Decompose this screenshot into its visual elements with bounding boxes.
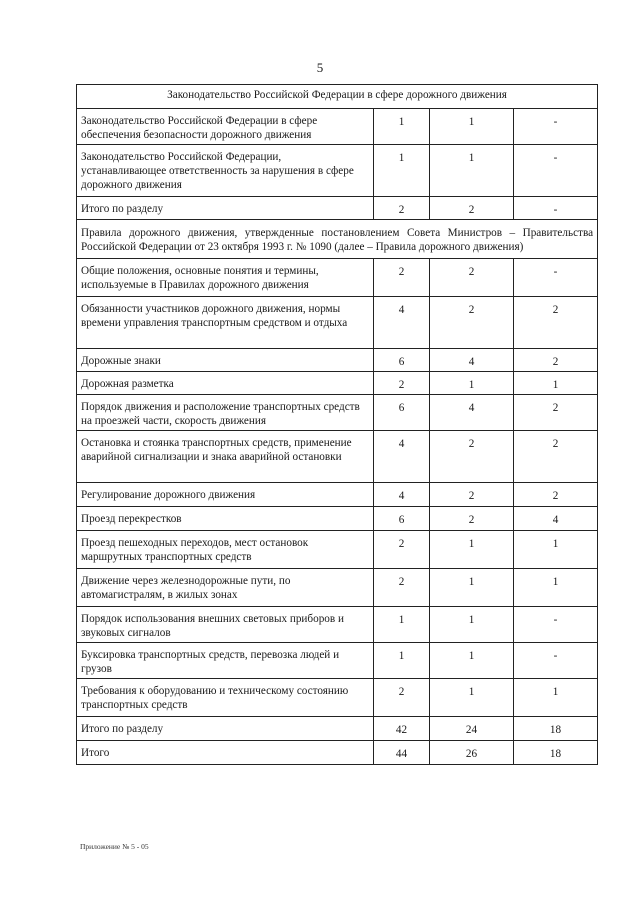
practice-hours-cell: -: [514, 197, 598, 220]
topic-name-cell: Движение через железнодорожные пути, по автомагистралям, в жилых зонах: [77, 569, 374, 607]
section-title: Законодательство Российской Федерации в сфере дорожного движения: [77, 85, 598, 109]
page-number: 5: [316, 60, 324, 75]
practice-hours-cell: 1: [514, 372, 598, 395]
total-hours-cell: 4: [374, 297, 430, 349]
total-hours-cell: 6: [374, 507, 430, 531]
table-row: [77, 569, 598, 607]
topic-name-cell: Итого: [77, 741, 374, 765]
table-row: [77, 372, 598, 395]
total-hours-cell: 2: [374, 531, 430, 569]
practice-hours-cell: -: [514, 607, 598, 643]
topic-name-cell: Общие положения, основные понятия и термины, используемые в Правилах дорожного движения: [77, 259, 374, 297]
topic-name-cell: Проезд перекрестков: [77, 507, 374, 531]
table-row: [77, 483, 598, 507]
topic-name-cell: Итого по разделу: [77, 717, 374, 741]
section-header-row: [77, 85, 598, 109]
topic-name-cell: Обязанности участников дорожного движения, нормы времени управления транспортным средством и отдыха: [77, 297, 374, 349]
theory-hours-cell: 1: [430, 569, 514, 607]
footer-note: Приложение № 5 - 05: [80, 842, 149, 851]
theory-hours-cell: 1: [430, 643, 514, 679]
table-row: [77, 145, 598, 197]
table-row: [77, 259, 598, 297]
theory-hours-cell: 1: [430, 679, 514, 717]
table-row: [77, 531, 598, 569]
total-hours-cell: 2: [374, 197, 430, 220]
total-hours-cell: 1: [374, 607, 430, 643]
theory-hours-cell: 2: [430, 259, 514, 297]
topic-name-cell: Законодательство Российской Федерации, устанавливающее ответственность за нарушения в сфере дорожного движения: [77, 145, 374, 197]
practice-hours-cell: -: [514, 259, 598, 297]
topic-name-cell: Остановка и стоянка транспортных средств, применение аварийной сигнализации и знака аварийной остановки: [77, 431, 374, 483]
theory-hours-cell: 2: [430, 297, 514, 349]
practice-hours-cell: 1: [514, 679, 598, 717]
practice-hours-cell: 2: [514, 297, 598, 349]
topic-name-cell: Проезд пешеходных переходов, мест остановок маршрутных транспортных средств: [77, 531, 374, 569]
table-row: [77, 297, 598, 349]
table-row: [77, 431, 598, 483]
total-hours-cell: 2: [374, 679, 430, 717]
total-hours-cell: 2: [374, 372, 430, 395]
topic-name-cell: Дорожная разметка: [77, 372, 374, 395]
topic-name-cell: Дорожные знаки: [77, 349, 374, 372]
theory-hours-cell: 1: [430, 372, 514, 395]
practice-hours-cell: 4: [514, 507, 598, 531]
table-row: [77, 607, 598, 643]
total-hours-cell: 4: [374, 431, 430, 483]
rules-section-title: Правила дорожного движения, утвержденные постановлением Совета Министров – Правительства Российской Федерации от 23 октября 1993 г. № 1090 (далее – Правила дорожного движения): [77, 220, 598, 259]
theory-hours-cell: 1: [430, 145, 514, 197]
theory-hours-cell: 2: [430, 197, 514, 220]
table-row: [77, 741, 598, 765]
topic-name-cell: Порядок использования внешних световых приборов и звуковых сигналов: [77, 607, 374, 643]
theory-hours-cell: 2: [430, 507, 514, 531]
total-hours-cell: 6: [374, 349, 430, 372]
theory-hours-cell: 2: [430, 483, 514, 507]
theory-hours-cell: 4: [430, 395, 514, 431]
table-row: [77, 679, 598, 717]
total-hours-cell: 42: [374, 717, 430, 741]
practice-hours-cell: 2: [514, 483, 598, 507]
total-hours-cell: 44: [374, 741, 430, 765]
practice-hours-cell: -: [514, 643, 598, 679]
theory-hours-cell: 24: [430, 717, 514, 741]
total-hours-cell: 4: [374, 483, 430, 507]
total-hours-cell: 1: [374, 643, 430, 679]
curriculum-table: [76, 84, 598, 765]
theory-hours-cell: 1: [430, 109, 514, 145]
theory-hours-cell: 26: [430, 741, 514, 765]
table-row: [77, 507, 598, 531]
table-row: [77, 395, 598, 431]
theory-hours-cell: 2: [430, 431, 514, 483]
practice-hours-cell: -: [514, 109, 598, 145]
total-hours-cell: 1: [374, 109, 430, 145]
practice-hours-cell: -: [514, 145, 598, 197]
total-hours-cell: 2: [374, 569, 430, 607]
theory-hours-cell: 1: [430, 531, 514, 569]
total-hours-cell: 6: [374, 395, 430, 431]
total-hours-cell: 1: [374, 145, 430, 197]
rules-header-row: [77, 220, 598, 259]
practice-hours-cell: 2: [514, 431, 598, 483]
practice-hours-cell: 2: [514, 395, 598, 431]
topic-name-cell: Требования к оборудованию и техническому состоянию транспортных средств: [77, 679, 374, 717]
theory-hours-cell: 4: [430, 349, 514, 372]
topic-name-cell: Регулирование дорожного движения: [77, 483, 374, 507]
practice-hours-cell: 2: [514, 349, 598, 372]
practice-hours-cell: 1: [514, 531, 598, 569]
table-row: [77, 717, 598, 741]
topic-name-cell: Итого по разделу: [77, 197, 374, 220]
table-row: [77, 197, 598, 220]
total-hours-cell: 2: [374, 259, 430, 297]
topic-name-cell: Законодательство Российской Федерации в сфере обеспечения безопасности дорожного движения: [77, 109, 374, 145]
practice-hours-cell: 1: [514, 569, 598, 607]
theory-hours-cell: 1: [430, 607, 514, 643]
practice-hours-cell: 18: [514, 717, 598, 741]
practice-hours-cell: 18: [514, 741, 598, 765]
table-row: [77, 349, 598, 372]
topic-name-cell: Порядок движения и расположение транспортных средств на проезжей части, скорость движения: [77, 395, 374, 431]
table-row: [77, 643, 598, 679]
table-body: [77, 85, 598, 765]
topic-name-cell: Буксировка транспортных средств, перевозка людей и грузов: [77, 643, 374, 679]
table-row: [77, 109, 598, 145]
